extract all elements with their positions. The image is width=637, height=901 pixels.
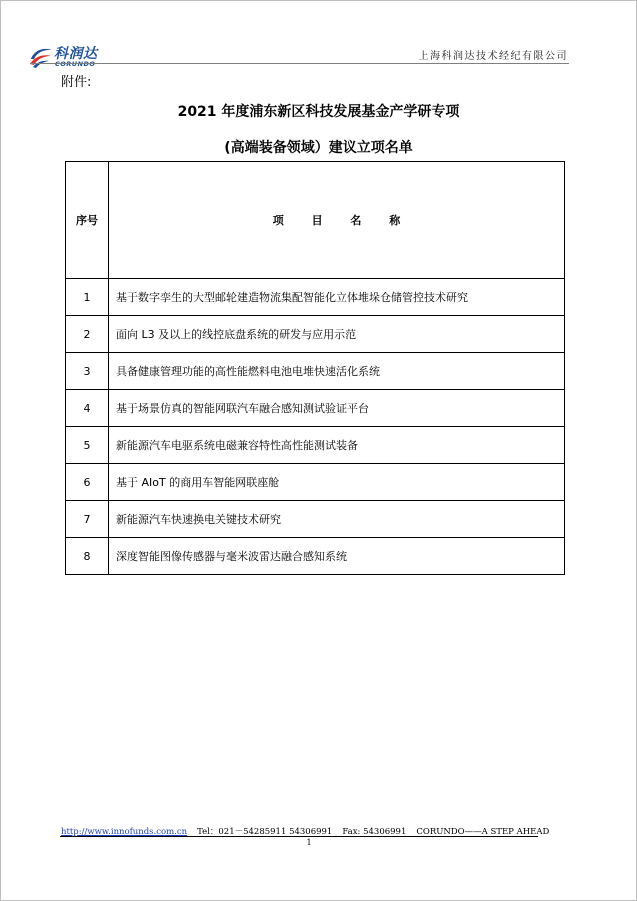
website-link[interactable]: http://www.innofunds.com.cn <box>61 827 188 837</box>
header-name: 项 目 名 称 <box>109 162 565 279</box>
table-row <box>66 279 565 316</box>
document-subtitle: (高端装备领域）建议立项名单 <box>224 140 413 156</box>
project-name: 基于场景仿真的智能网联汽车融合感知测试验证平台 <box>109 390 565 427</box>
row-number: 8 <box>66 538 109 575</box>
table-row <box>66 427 565 464</box>
project-table <box>65 161 565 575</box>
table-row <box>66 501 565 538</box>
table-row <box>66 538 565 575</box>
project-name: 新能源汽车电驱系统电磁兼容特性高性能测试装备 <box>109 427 565 464</box>
row-number: 5 <box>66 427 109 464</box>
project-name: 新能源汽车快速换电关键技术研究 <box>109 501 565 538</box>
project-name: 基于 AIoT 的商用车智能网联座舱 <box>109 464 565 501</box>
row-number: 4 <box>66 390 109 427</box>
attachment-label: 附件: <box>61 75 92 90</box>
footer-tel: Tel：021－54285911 54306991 <box>197 827 333 837</box>
table-row <box>66 353 565 390</box>
project-name: 深度智能图像传感器与毫米波雷达融合感知系统 <box>109 538 565 575</box>
row-number: 3 <box>66 353 109 390</box>
document-title: 2021 年度浦东新区科技发展基金产学研专项 <box>177 104 460 120</box>
table-header-row <box>66 162 565 279</box>
logo-text-cn: 科润达 <box>54 46 98 62</box>
logo-text-en: CORUNDO <box>55 60 96 68</box>
row-number: 6 <box>66 464 109 501</box>
footer-fax: Fax: 54306991 <box>342 827 407 837</box>
table-row <box>66 390 565 427</box>
row-number: 1 <box>66 279 109 316</box>
footer-divider <box>60 836 538 837</box>
project-name: 基于数字孪生的大型邮轮建造物流集配智能化立体堆垛仓储管控技术研究 <box>109 279 565 316</box>
project-name: 面向 L3 及以上的线控底盘系统的研发与应用示范 <box>109 316 565 353</box>
table-row <box>66 316 565 353</box>
header-divider <box>30 63 569 64</box>
company-name: 上海科润达技术经纪有限公司 <box>418 51 568 62</box>
project-name: 具备健康管理功能的高性能燃料电池电堆快速活化系统 <box>109 353 565 390</box>
company-logo <box>28 44 123 72</box>
table-row <box>66 464 565 501</box>
logo-swoosh-icon <box>28 44 54 68</box>
footer-slogan: CORUNDO——A STEP AHEAD <box>416 827 550 837</box>
header-no: 序号 <box>66 162 109 279</box>
page-number: 1 <box>306 838 312 847</box>
row-number: 2 <box>66 316 109 353</box>
row-number: 7 <box>66 501 109 538</box>
